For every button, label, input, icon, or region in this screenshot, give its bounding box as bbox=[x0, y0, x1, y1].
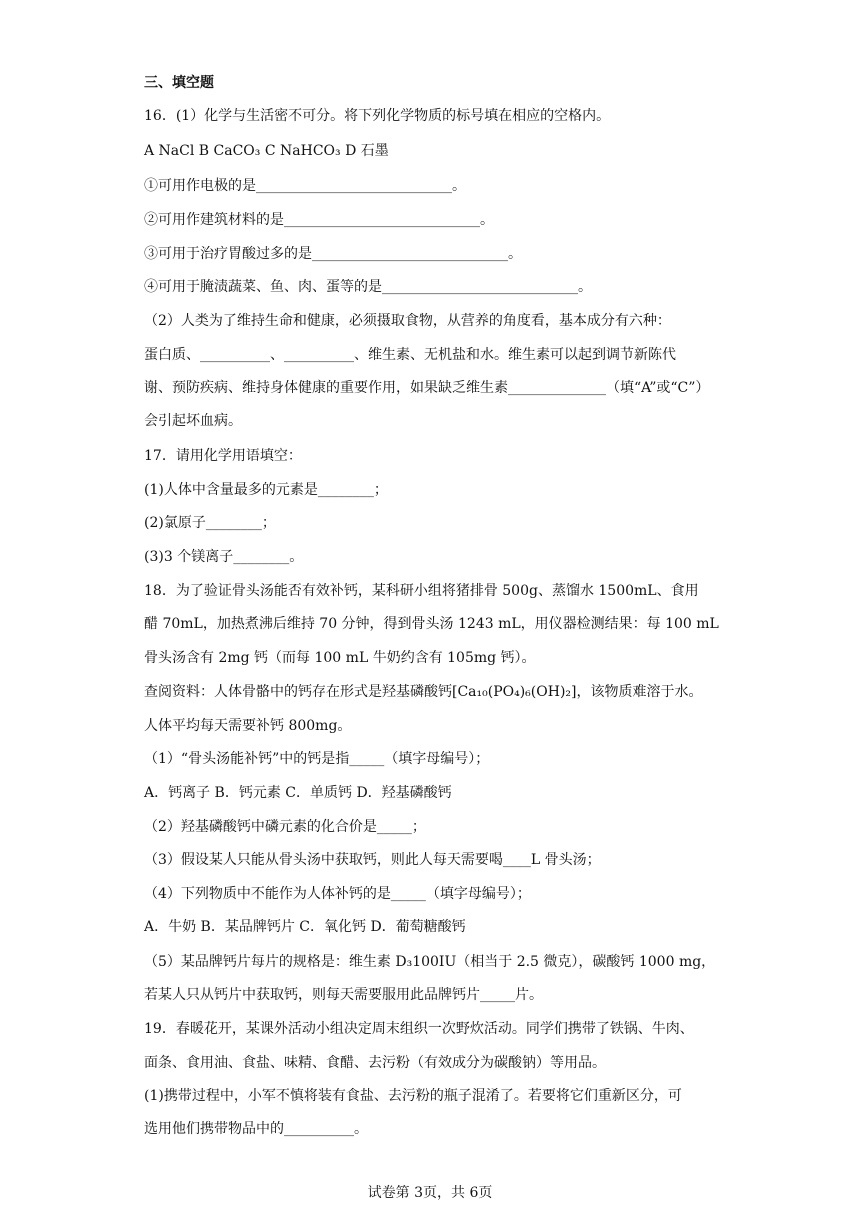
q18-sub-1-options: A．钙离子 B．钙元素 C．单质钙 D．羟基磷酸钙 bbox=[144, 785, 452, 801]
q17-item-1: (1)人体中含量最多的元素是________； bbox=[144, 482, 388, 498]
q19-line-1: 19．春暖花开，某课外活动小组决定周末组织一次野炊活动。同学们携带了铁锅、牛肉、 bbox=[144, 1021, 694, 1037]
q18-line-3: 骨头汤含有 2mg 钙（而每 100 mL 牛奶约含有 105mg 钙）。 bbox=[144, 650, 536, 666]
q18-sub-3: （3）假设某人只能从骨头汤中获取钙，则此人每天需要喝____L 骨头汤； bbox=[144, 852, 601, 868]
q18-line-5: 人体平均每天需要补钙 800mg。 bbox=[144, 718, 352, 734]
q17-intro: 17．请用化学用语填空： bbox=[144, 448, 302, 464]
q16-options: A NaCl B CaCO₃ C NaHCO₃ D 石墨 bbox=[144, 143, 389, 159]
q16-part2-line2: 蛋白质、__________、__________、维生素、无机盐和水。维生素可以起到调节新陈代 bbox=[144, 347, 676, 363]
q18-sub-4-options: A．牛奶 B．某品牌钙片 C．氧化钙 D．葡萄糖酸钙 bbox=[144, 919, 466, 935]
q16-item-3: ③可用于治疗胃酸过多的是____________________________。 bbox=[144, 246, 522, 262]
q16-item-2: ②可用作建筑材料的是____________________________。 bbox=[144, 212, 494, 228]
q16-intro: 16．(1）化学与生活密不可分。将下列化学物质的标号填在相应的空格内。 bbox=[144, 108, 611, 124]
q16-part2-line1: （2）人类为了维持生命和健康，必须摄取食物，从营养的角度看，基本成分有六种： bbox=[144, 313, 671, 329]
q18-sub-5-line-1: （5）某品牌钙片每片的规格是：维生素 D₃100IU（相当于 2.5 微克），碳酸钙 1000 mg， bbox=[144, 954, 716, 970]
q16-part2-line4: 会引起坏血病。 bbox=[144, 413, 242, 429]
q19-line-4: 选用他们携带物品中的__________。 bbox=[144, 1121, 368, 1137]
q19-line-3: (1)携带过程中，小军不慎将装有食盐、去污粉的瓶子混淆了。若要将它们重新区分，可 bbox=[144, 1088, 682, 1104]
q16-part2-line3: 谢、预防疾病、维持身体健康的重要作用，如果缺乏维生素______________（填“A”或“C”） bbox=[144, 380, 710, 396]
q18-sub-2: （2）羟基磷酸钙中磷元素的化合价是_____； bbox=[144, 819, 426, 835]
q18-sub-5-line-2: 若某人只从钙片中获取钙，则每天需要服用此品牌钙片_____片。 bbox=[144, 987, 543, 1003]
q16-item-4: ④可用于腌渍蔬菜、鱼、肉、蛋等的是____________________________。 bbox=[144, 279, 592, 295]
q18-line-4: 查阅资料：人体骨骼中的钙存在形式是羟基磷酸钙[Ca₁₀(PO₄)₆(OH)₂]，该物质难溶于水。 bbox=[144, 684, 703, 700]
q18-line-2: 醋 70mL，加热煮沸后维持 70 分钟，得到骨头汤 1243 mL，用仪器检测结果：每 100 mL bbox=[144, 616, 719, 632]
q18-line-1: 18．为了验证骨头汤能否有效补钙，某科研小组将猪排骨 500g、蒸馏水 1500mL、食用 bbox=[144, 583, 699, 599]
section-title: 三、填空题 bbox=[144, 75, 214, 91]
q17-item-2: (2)氯原子________； bbox=[144, 515, 276, 531]
q19-line-2: 面条、食用油、食盐、味精、食醋、去污粉（有效成分为碳酸钠）等用品。 bbox=[144, 1055, 606, 1071]
q16-item-1: ①可用作电极的是____________________________。 bbox=[144, 178, 466, 194]
q18-sub-1: （1）“骨头汤能补钙”中的钙是指_____（填字母编号）； bbox=[144, 751, 490, 767]
page-footer: 试卷第 3页，共 6页 bbox=[367, 1185, 493, 1201]
q18-sub-4: （4）下列物质中不能作为人体补钙的是_____（填字母编号）； bbox=[144, 886, 531, 902]
q17-item-3: (3)3 个镁离子________。 bbox=[144, 549, 304, 565]
